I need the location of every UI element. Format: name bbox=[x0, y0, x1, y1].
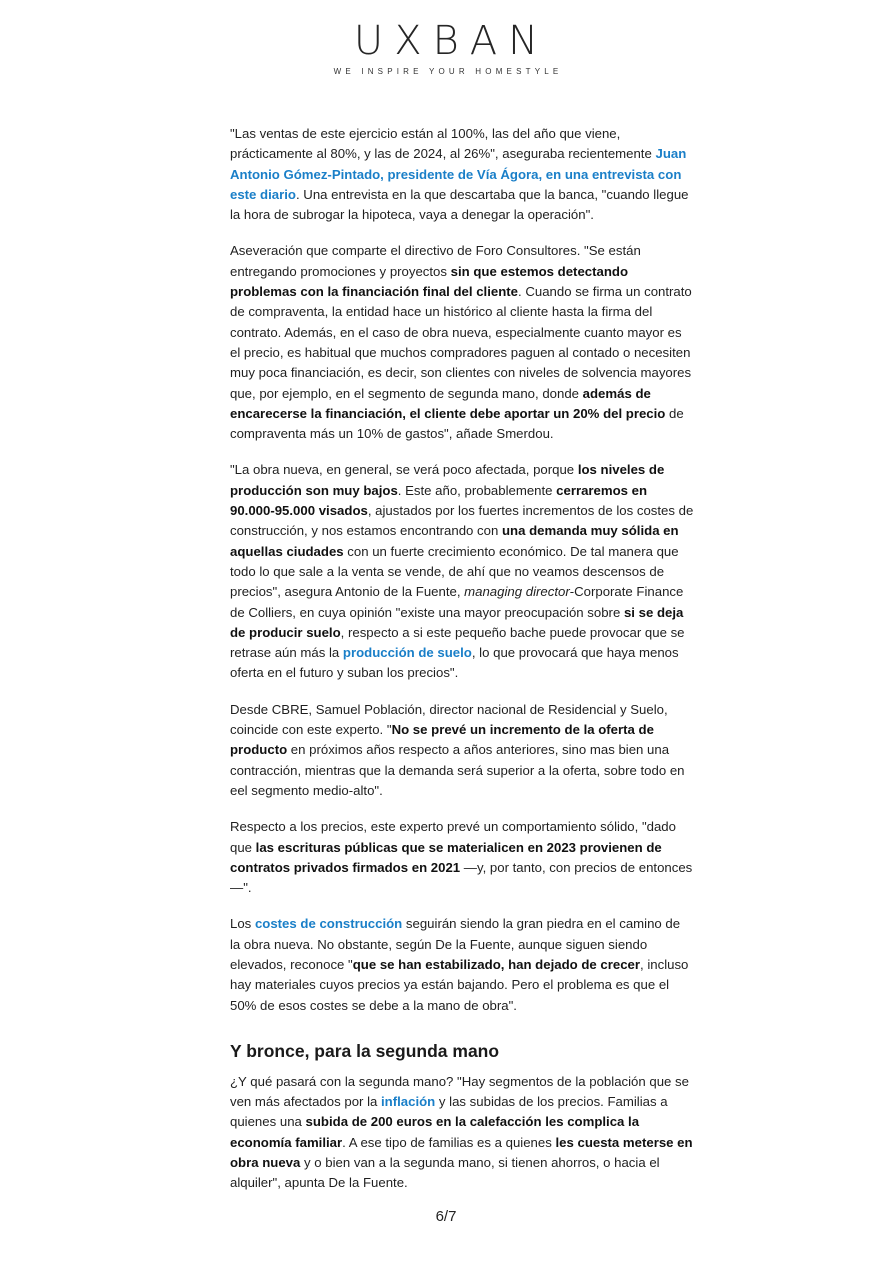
paragraph-1: "Las ventas de este ejercicio están al 100%, las del año que viene, prácticamente al 80%, y las de 2024, al 26%", aseguraba recientemente Juan Antonio Gómez-Pintado, presidente de Vía Ágora, en una entrevista con este diario. Una entrevista en la que descartaba que la banca, "cuando llegue la hora de subrogar la hipoteca, vaya a denegar la operación". bbox=[230, 126, 689, 223]
section-heading: Y bronce, para la segunda mano bbox=[230, 1040, 500, 1061]
article-body bbox=[230, 124, 694, 1210]
site-header bbox=[0, 18, 892, 76]
uxban-logo: UXBAN bbox=[353, 18, 550, 64]
paragraph-5: Respecto a los precios, este experto prevé un comportamiento sólido, "dado que las escrituras públicas que se materialicen en 2023 provienen de contratos privados firmados en 2021 —y, por tanto, con precios de entonces—". bbox=[230, 819, 693, 896]
link-inflacion[interactable]: inflación bbox=[381, 1094, 436, 1110]
link-produccion-de-suelo[interactable]: producción de suelo bbox=[342, 645, 472, 661]
paragraph-7: ¿Y qué pasará con la segunda mano? "Hay segmentos de la población que se ven más afectados por la inflación y las subidas de los precios. Familias a quienes una subida de 200 euros en la calefacción les complica la economía familiar. A ese tipo de familias es a quienes les cuesta meterse en obra nueva y o bien van a la segunda mano, si tienen ahorros, o hacia el alquiler", apunta De la Fuente. bbox=[230, 1073, 693, 1191]
page-number: 6/7 bbox=[435, 1208, 457, 1225]
paragraph-4: Desde CBRE, Samuel Población, director nacional de Residencial y Suelo, coincide con este experto. "No se prevé un incremento de la oferta de producto en próximos años respecto a años anteriores, sino mas bien una contracción, mientras que la demanda será superior a la oferta, sobre todo en eel segmento medio-alto". bbox=[230, 701, 685, 798]
paragraph-2: Aseveración que comparte el directivo de Foro Consultores. "Se están entregando promociones y proyectos sin que estemos detectando problemas con la financiación final del cliente. Cuando se firma un contrato de compraventa, la entidad hace un histórico al cliente hasta la firma del contrato. Además, en el caso de obra nueva, especialmente cuanto mayor es el precio, es habitual que muchos compradores paguen al contado o necesiten muy poca financiación, es decir, son clientes con niveles de solvencia mayores que, por ejemplo, en el segmento de segunda mano, donde además de encarecerse la financiación, el cliente debe aportar un 20% del precio de compraventa más un 10% de gastos", añade Smerdou. bbox=[230, 243, 692, 442]
paragraph-6: Los costes de construcción seguirán siendo la gran piedra en el camino de la obra nueva. No obstante, según De la Fuente, aunque siguen siendo elevados, reconoce "que se han estabilizado, han dejado de crecer, incluso hay materiales cuyos precios ya están bajando. Pero el problema es que el 50% de esos costes se debe a la mano de obra". bbox=[230, 916, 689, 1013]
logo-tagline: WE INSPIRE YOUR HOMESTYLE bbox=[333, 67, 563, 76]
paragraph-3: "La obra nueva, en general, se verá poco afectada, porque los niveles de producción son muy bajos. Este año, probablemente cerraremos en 90.000-95.000 visados, ajustados por los fuertes incrementos de los costes de construcción, y nos estamos encontrando con una demanda muy sólida en aquellas ciudades con un fuerte crecimiento económico. De tal manera que todo lo que sale a la venta se vende, de ahí que no veamos descensos de precios", asegura Antonio de la Fuente, managing director-Corporate Finance de Colliers, en cuya opinión "existe una mayor preocupación sobre si se deja de producir suelo, respecto a si este pequeño bache puede provocar que se retrase aún más la producción de suelo, lo que provocará que haya menos oferta en el futuro y suban los precios". bbox=[230, 462, 694, 681]
link-gomez-pintado-interview[interactable]: Juan Antonio Gómez-Pintado, presidente de Vía Ágora, en una entrevista con este diario bbox=[230, 146, 687, 202]
link-costes-de-construccion[interactable]: costes de construcción bbox=[254, 916, 403, 932]
